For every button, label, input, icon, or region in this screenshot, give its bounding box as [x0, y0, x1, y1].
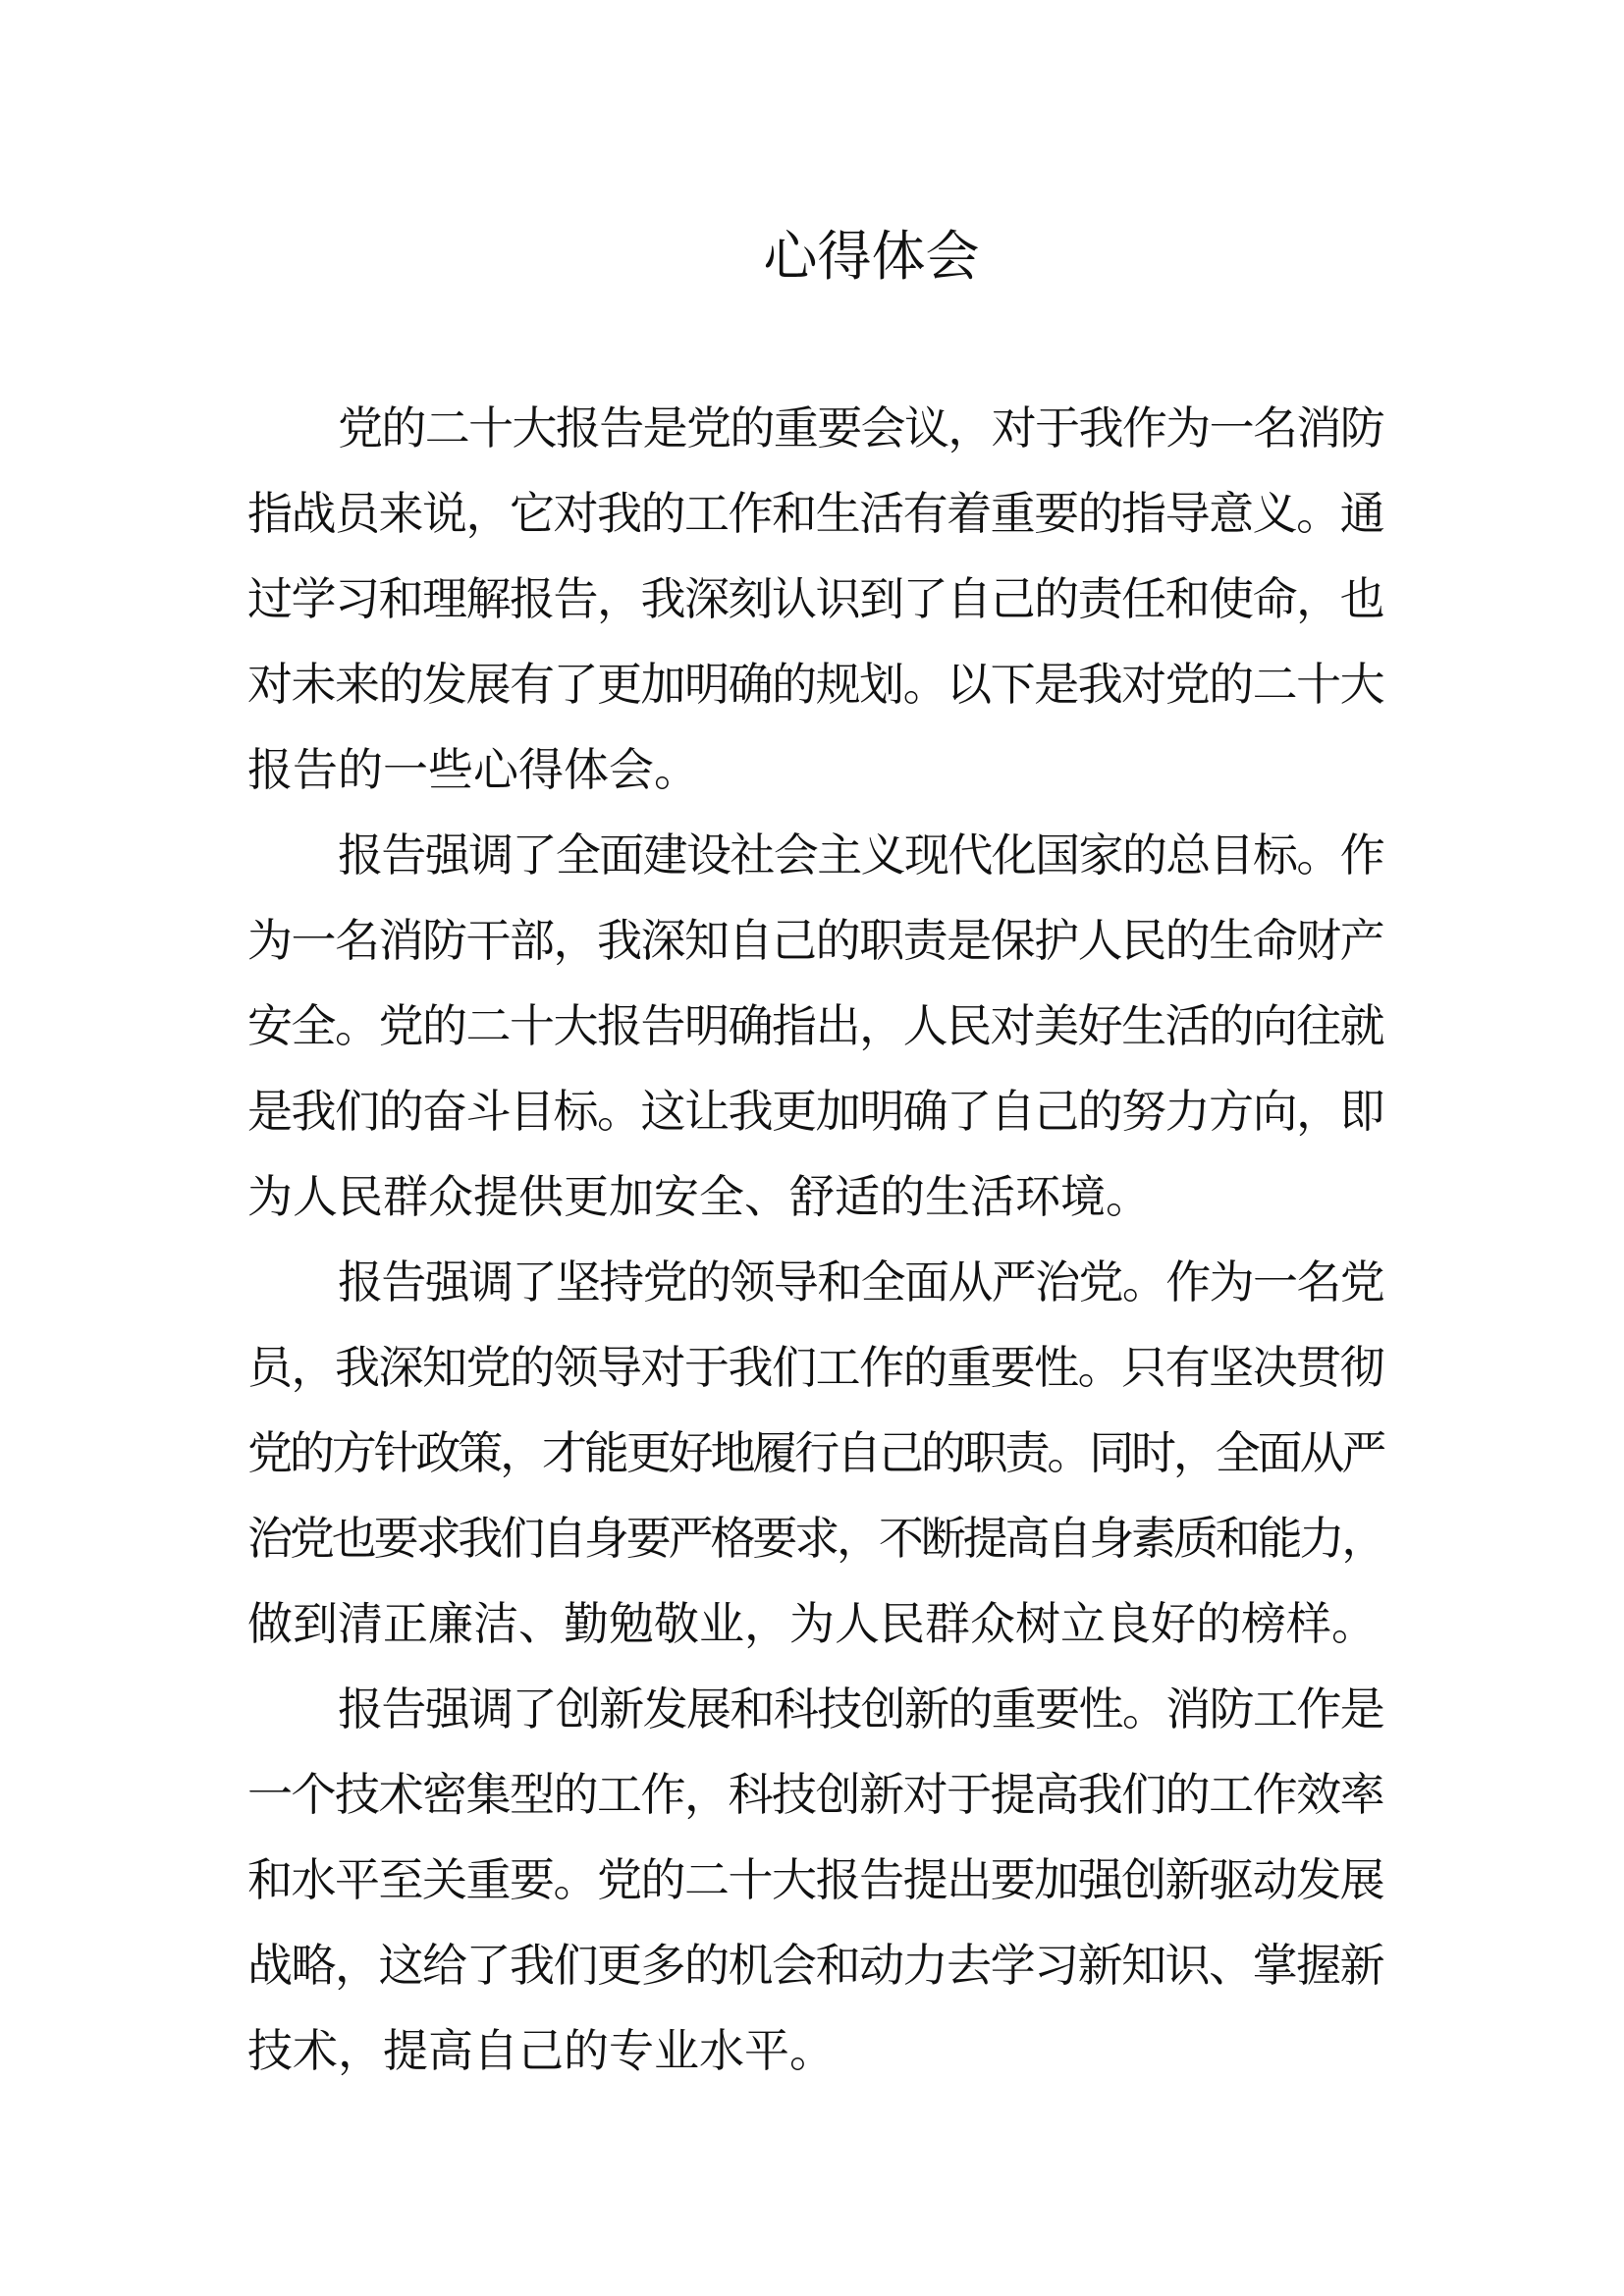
- text-line: 和水平至关重要。党的二十大报告提出要加强创新驱动发展: [247, 1853, 1383, 1906]
- text-line: 做到清正廉洁、勤勉敬业，为人民群众树立良好的榜样。: [247, 1597, 1377, 1650]
- text-line: 战略，这给了我们更多的机会和动力去学习新知识、掌握新: [247, 1939, 1383, 1992]
- text-line: 报告强调了坚持党的领导和全面从严治党。作为一名党: [338, 1255, 1383, 1308]
- text-line: 对未来的发展有了更加明确的规划。以下是我对党的二十大: [247, 658, 1383, 711]
- paragraph-3: [247, 1240, 1383, 1667]
- paragraph-1: [247, 386, 1383, 813]
- text-line: 是我们的奋斗目标。这让我更加明确了自己的努力方向，即: [247, 1085, 1383, 1138]
- text-line: 员，我深知党的领导对于我们工作的重要性。只有坚决贯彻: [247, 1341, 1383, 1394]
- text-line: 报告强调了创新发展和科技创新的重要性。消防工作是: [338, 1682, 1383, 1735]
- text-line: 党的二十大报告是党的重要会议，对于我作为一名消防: [338, 401, 1383, 454]
- text-line: 治党也要求我们自身要严格要求，不断提高自身素质和能力，: [247, 1512, 1383, 1565]
- paragraph-4: [247, 1667, 1383, 2094]
- text-line: 指战员来说，它对我的工作和生活有着重要的指导意义。通: [247, 487, 1383, 540]
- text-line: 为一名消防干部，我深知自己的职责是保护人民的生命财产: [247, 914, 1383, 967]
- text-line: 过学习和理解报告，我深刻认识到了自己的责任和使命，也: [247, 572, 1383, 625]
- paragraph-2: [247, 813, 1383, 1240]
- text-line: 安全。党的二十大报告明确指出，人民对美好生活的向往就: [247, 999, 1383, 1052]
- text-line: 技术，提高自己的专业水平。: [247, 2024, 835, 2077]
- text-line: 一个技术密集型的工作，科技创新对于提高我们的工作效率: [247, 1768, 1383, 1821]
- text-line: 为人民群众提供更加安全、舒适的生活环境。: [247, 1170, 1151, 1223]
- text-line: 党的方针政策，才能更好地履行自己的职责。同时，全面从严: [247, 1426, 1383, 1479]
- page-title: 心得体会: [763, 227, 980, 287]
- text-line: 报告强调了全面建设社会主义现代化国家的总目标。作: [338, 828, 1383, 881]
- document-body: [247, 386, 1383, 2094]
- text-line: 报告的一些心得体会。: [247, 743, 699, 796]
